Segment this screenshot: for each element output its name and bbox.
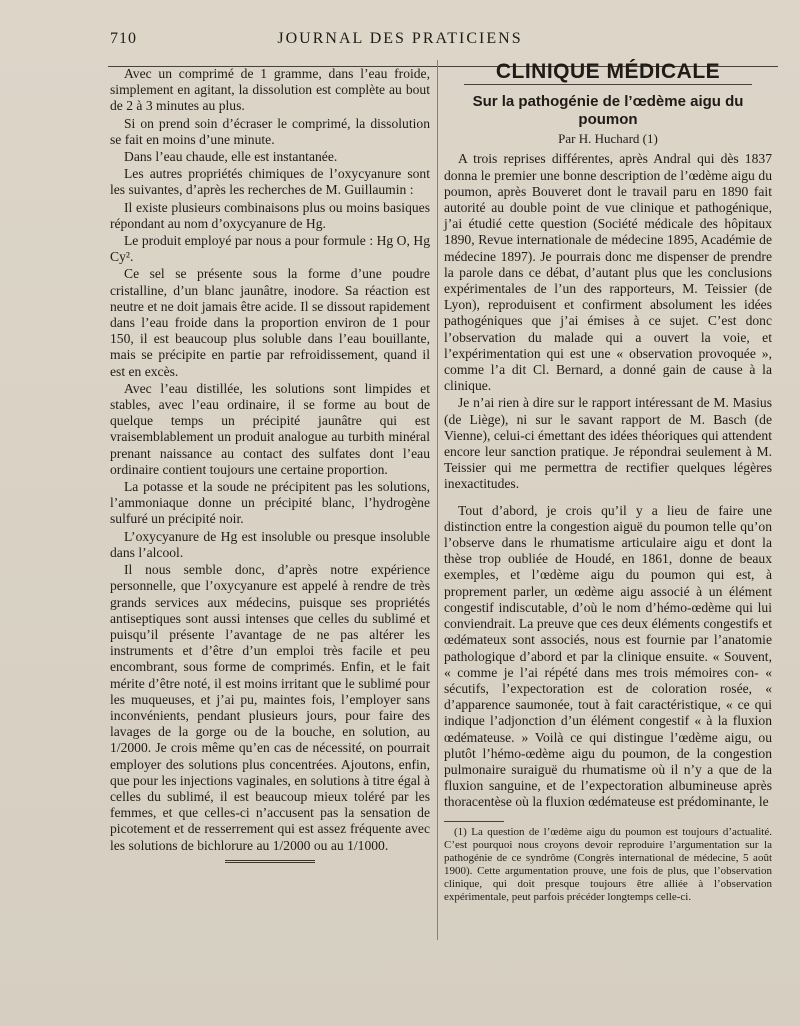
left-column xyxy=(110,66,430,863)
paragraph: Avec un comprimé de 1 gramme, dans l’eau froide, simplement en agitant, la dissolution est complète au bout de 2 à 3 minutes au plus. xyxy=(110,66,430,114)
paragraph: Dans l’eau chaude, elle est instantanée. xyxy=(124,149,338,165)
paragraph: La potasse et la soude ne précipitent pas les solutions, l’ammoniaque donne un précipité blanc, l’hydrogène sulfuré un précipité noir. xyxy=(110,479,430,527)
section-title: CLINIQUE MÉDICALE xyxy=(495,60,721,83)
paragraph: Avec l’eau distillée, les solutions sont limpides et stables, avec l’eau ordinaire, il se forme au bout de quelque temps un précipité jaunâtre qui est vraisemblablement un produit analogue au turbith minéral prenant naissance au contact des sulfates dont l’eau ordinaire contient toujours une certaine proportion. xyxy=(110,380,430,477)
paragraph: Les autres propriétés chimiques de l’oxycyanure sont les suivantes, d’après les recherches de M. Guillaumin : xyxy=(110,166,430,198)
footnote: (1) La question de l’œdème aigu du poumon est toujours d’actualité. C’est pourquoi nous croyons devoir reproduire l’argumentation sur la pathogénie de ce syndrôme (Congrès international de médecine, 5 août 1900). Cette argumentation prouve, une fois de plus, que l’observation clinique, qui doit presque toujours être alliée à l’observation expérimentale, peut parfois précéder longtemps celle-ci. xyxy=(444,825,772,903)
journal-title: JOURNAL DES PRATICIENS xyxy=(277,30,523,47)
paragraph: Ce sel se présente sous la forme d’une poudre cristalline, d’un blanc jaunâtre, inodore. Sa réaction est neutre et ne doit jamais être acide. Il se dissout rapidement dans l’eau froide dans la proportion environ de 1 pour 150, il est beaucoup plus soluble dans l’eau bouillante, mais se précipite en partie par refroidissement, quand il est en excès. xyxy=(110,266,430,379)
column-divider xyxy=(437,60,438,940)
page-number: 710 xyxy=(110,30,137,47)
paragraph: L’oxycyanure de Hg est insoluble ou presque insoluble dans l’alcool. xyxy=(110,528,430,560)
paragraph: A trois reprises différentes, après Andral qui dès 1837 donna le premier une bonne description de l’œdème aigu du poumon, après Bouveret dont le travail paru en 1890 fait autorité au double point de vue clinique et pathogénique, j’ai étudié cette question (Société médicale des hôpitaux 1890, Revue internationale de médecine 1895, Académie de médecine 1897). Je pourrais donc me dispenser de prendre la parole dans ce débat, d’autant plus que les conclusions expérimentales de l’un des rapporteurs, M. Teissier (de Lyon), reproduisent et confirment absolument les idées pathogéniques que j’ai émises à ce sujet. C’est donc l’observation du malade qui a ouvert la voie, et l’expérimentation qui est une « observation provoquée », comme l’a dit Cl. Bernard, a donné gain de cause à la clinique. xyxy=(444,151,772,394)
paragraph: Il nous semble donc, d’après notre expérience personnelle, que l’oxycyanure est appelé à rendre de très grands services aux médecins, puisque ses propriétés antiseptiques sont aussi intenses que celles du sublimé et puisqu’il présente l’avantage de ne pas altérer les instruments et d’être d’un emploi très facile et peu encombrant, sous forme de comprimés. Enfin, et le fait mérite d’être noté, il est moins irritant que le sublimé pour les muqueuses, et j’ai pu, maintes fois, l’employer sans inconvénients, pendant plusieurs jours, pour faire des lavages de la gorge ou de la bouche, en solution, au 1/2000. Je crois même qu’en cas de nécessité, on pourrait employer des solutions plus concentrées. Ajoutons, enfin, que pour les injections vaginales, en solutions à titre égal à celles du sublimé, il est beaucoup mieux toléré par les femmes, et que celles-ci n’accusent pas la sensation de picotement et de resserrement qui est assez fréquente avec les solutions de bichlorure au 1/2000 ou au 1/1000. xyxy=(110,562,430,853)
paragraph: Le produit employé par nous a pour formule : Hg O, Hg Cy². xyxy=(110,233,430,265)
page-header xyxy=(0,18,800,58)
paragraph: Il existe plusieurs combinaisons plus ou moins basiques répondant au nom d’oxycyanure de Hg. xyxy=(110,199,430,231)
paragraph: Tout d’abord, je crois qu’il y a lieu de faire une distinction entre la congestion aiguë du poumon telle qu’on l’observe dans le rhumatisme articulaire aigu et dont la thèse trop oubliée de Houdé, en 1861, donne de beaux exemples, et l’œdème aigu du poumon qui est, à proprement parler, un œdème aigu associé à un élément congestif indiscutable, d’où le nom d’hémo-œdème qui lui conviendrait. La preuve que ces deux éléments congestifs et œdémateux sont associés, nous est fournie par l’anatomie pathologique d’abord et par la clinique ensuite. « Souvent, « comme je l’ai répété dans mes trois mémoires con- « sécutifs, l’expectoration est de coloration rosée, « d’apparence saumonée, tout à fait caractéristique, « ce qui indique l’adjonction d’un élément congestif « à la fluxion œdémateuse. » Voilà ce qui distingue l’œdème aigu, ou plutôt l’hémo-œdème aigu du poumon, de la congestion pulmonaire suraiguë du rhumatisme où il n’y a que de la fluxion sanguine, et de l’expectoration albumineuse après thoracentèse où la fluxion œdémateuse est prédominante, le xyxy=(444,502,772,810)
footnote-rule xyxy=(444,821,504,822)
section-rule xyxy=(464,84,752,85)
end-of-article-rule xyxy=(225,860,315,863)
byline: Par H. Huchard (1) xyxy=(558,131,658,147)
article-title: Sur la pathogénie de l’œdème aigu du poumon xyxy=(472,93,744,129)
paragraph: Je n’ai rien à dire sur le rapport intéressant de M. Masius (de Liège), ni sur le savant rapport de M. Basch (de Vienne), celui-ci émettant des idées théoriques qui attendent encore leur sanction pratique. Je répondrai seulement à M. Teissier qui me permettra de rectifier quelques légères inexactitudes. xyxy=(444,395,772,492)
paragraph: Si on prend soin d’écraser le comprimé, la dissolution se fait en moins d’une minute. xyxy=(110,115,430,147)
right-column xyxy=(444,60,772,904)
